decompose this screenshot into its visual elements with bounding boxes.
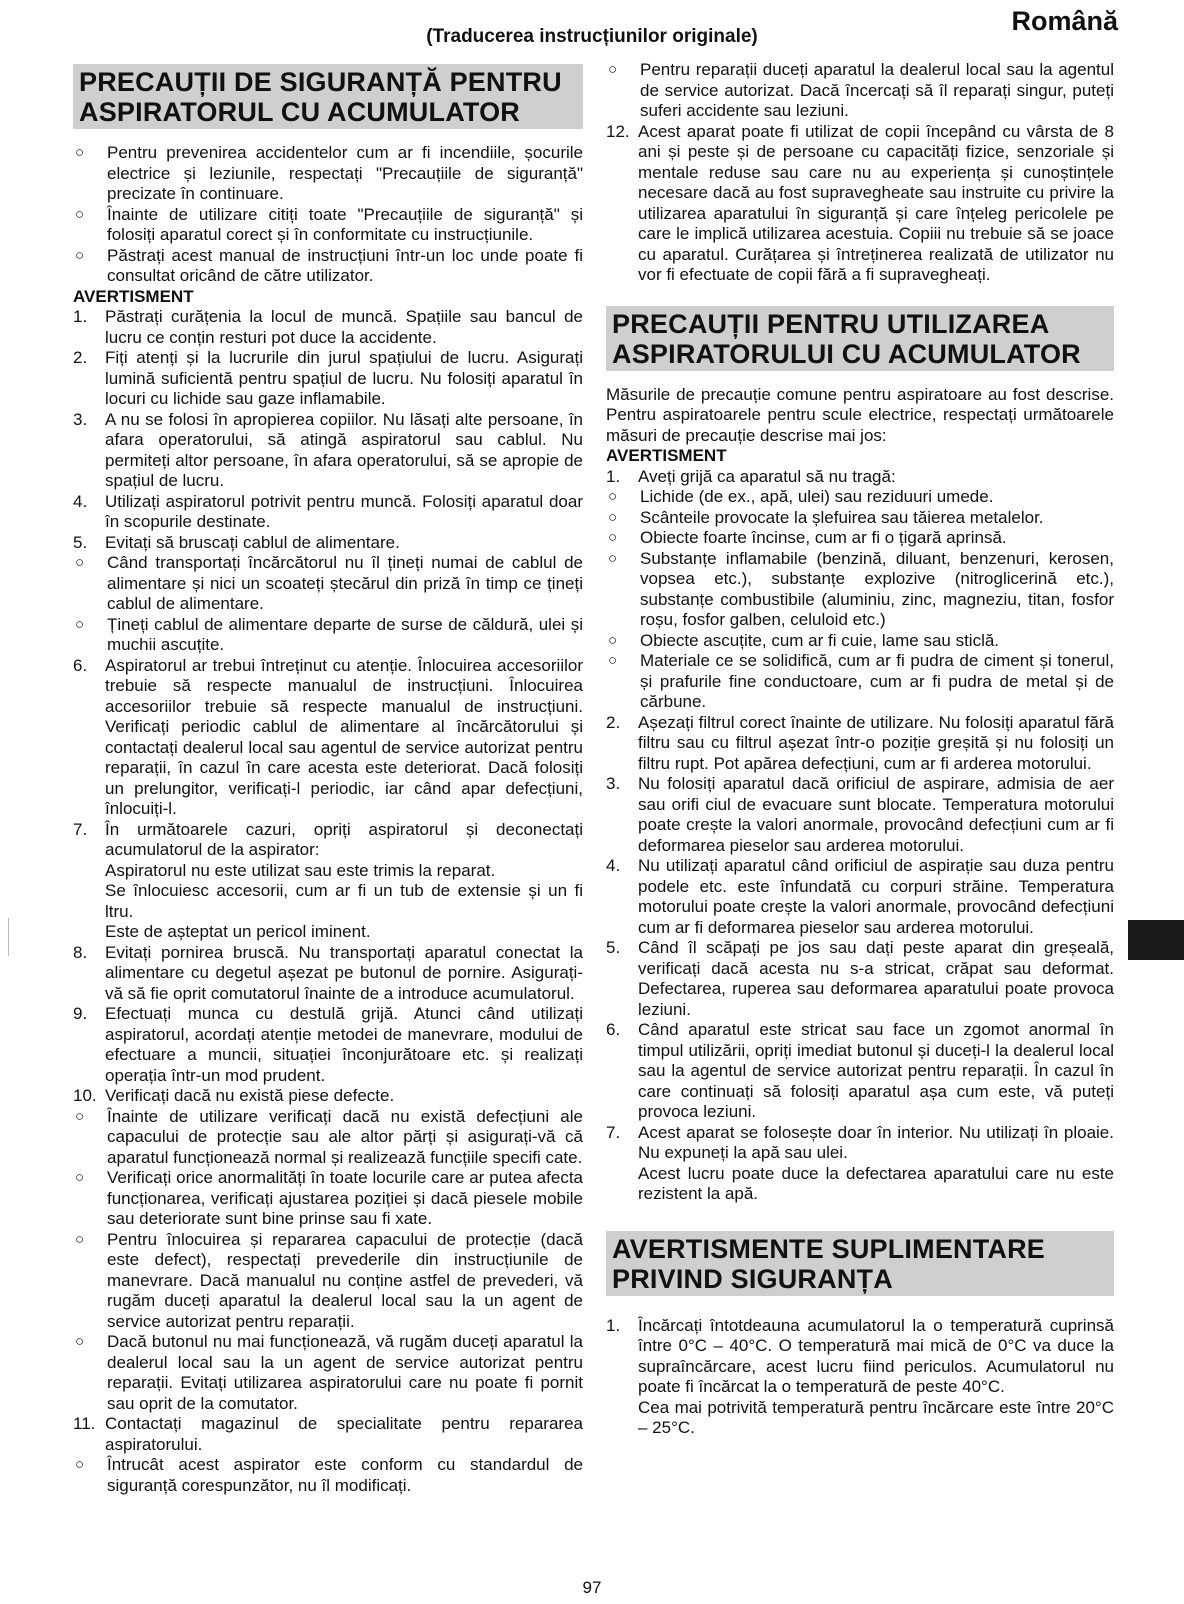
list-item-text: Țineți cablul de alimentare departe de surse de căldură, ulei și muchii ascuțite. bbox=[107, 614, 583, 654]
section-title-line: PRIVIND SIGURANȚA bbox=[612, 1263, 893, 1294]
list-item-text: Pentru înlocuirea și repararea capacului de protecție (dacă este defect), respectați prevederile din instrucțiunile de manevrare. Dacă manualul nu conține astfel de prevederi, vă rugăm duceți aparatul la dealerul local sau la un agent de service autorizat pentru reparații. bbox=[107, 1229, 583, 1331]
list-number: 4. bbox=[73, 491, 88, 511]
list-number: 4. bbox=[606, 856, 621, 875]
list-item bbox=[73, 820, 583, 861]
section-title-safety bbox=[73, 64, 583, 129]
list-number: 6. bbox=[606, 1020, 621, 1039]
list-item-text: Întrucât acest aspirator este conform cu standardul de siguranță corespunzător, nu îl modificați. bbox=[107, 1455, 583, 1495]
list-number: 1. bbox=[73, 307, 88, 326]
bullet-icon: ○ bbox=[75, 554, 85, 571]
list-item-text: Lichide (de ex., apă, ulei) sau reziduuri umede. bbox=[640, 487, 994, 506]
section-title-line: PRECAUȚII PENTRU UTILIZAREA bbox=[612, 308, 1050, 339]
list-item-text: Acest aparat poate fi utilizat de copii începând cu vârsta de 8 ani și peste și de persoane cu capacități fizice, senzoriale și mentale reduse sau care nu au experiența și cunoștințele necesare dacă au fost supravegheate sau instruite cu privire la utilizarea aparatului în siguranță și care înțeleg pericolele pe care le implică utilizarea acestuia. Copiii nu trebuie să se joace cu aparatul. Curățarea și întreținerea realizată de utilizator nu vor fi efectuate de copii fără a fi supravegheați. bbox=[638, 121, 1114, 284]
list-number: 9. bbox=[73, 1004, 88, 1023]
bullet-icon: ○ bbox=[75, 246, 85, 264]
list-number: 5. bbox=[606, 938, 621, 957]
list-item-text: Când transportați încărcătorul nu îl țineți numai de cablul de alimentare și nici un scoateți ștecărul din priză în timp ce țineți cablul de alimentare. bbox=[107, 553, 583, 613]
item-sub-text: Acest lucru poate duce la defectarea aparatului care nu este rezistent la apă. bbox=[638, 1163, 1114, 1203]
bullet-icon: ○ bbox=[608, 508, 618, 526]
bullet-icon: ○ bbox=[75, 1169, 85, 1186]
bullet-icon: ○ bbox=[608, 631, 618, 649]
list-item-text: Păstrați curățenia la locul de muncă. Spațiile sau bancul de lucru ce conțin resturi pot duce la accidente. bbox=[105, 307, 583, 347]
bullet-icon: ○ bbox=[75, 1333, 85, 1350]
list-item bbox=[73, 1455, 583, 1496]
list-item: ○ Păstrați acest manual de instrucțiuni într-un loc unde poate fi consultat oricând de către utilizator. bbox=[75, 245, 583, 285]
list-item bbox=[73, 553, 583, 615]
list-number: 3. bbox=[73, 409, 88, 429]
bullet-icon: ○ bbox=[608, 61, 618, 78]
list-item bbox=[606, 1123, 1114, 1164]
list-item bbox=[73, 307, 583, 348]
list-item bbox=[606, 713, 1114, 775]
list-item bbox=[606, 122, 1114, 286]
right-column bbox=[606, 60, 1114, 1439]
section-title-line: AVERTISMENTE SUPLIMENTARE bbox=[612, 1233, 1046, 1264]
list-item bbox=[73, 656, 583, 820]
list-number: 7. bbox=[606, 1122, 621, 1142]
list-item-text: În următoarele cazuri, opriți aspiratorul și deconectați acumulatorul de la aspirator: bbox=[105, 819, 583, 859]
warning-heading: AVERTISMENT bbox=[606, 446, 727, 465]
bullet-icon: ○ bbox=[608, 488, 618, 505]
item-sub-text: Aspiratorul nu este utilizat sau este trimis la reparat. bbox=[105, 860, 496, 880]
list-item-text: Dacă butonul nu mai funcționează, vă rugăm duceți aparatul la dealerul local sau la un agent de service autorizat pentru reparații. Evitați utilizarea aspiratorului care nu poate fi pornit sau oprit de la comutator. bbox=[107, 1332, 583, 1413]
bullet-icon: ○ bbox=[608, 652, 618, 669]
bullet-icon: ○ bbox=[608, 549, 618, 567]
list-item bbox=[606, 774, 1114, 856]
list-item-text: Nu folosiți aparatul dacă orificiul de aspirare, admisia de aer sau orifi ciul de evacuare sunt blocate. Temperatura motorului poate crește la valori anormale, provocând defecțiuni cum ar fi deformarea pieselor sau arderea motorului. bbox=[638, 774, 1114, 855]
list-item bbox=[606, 631, 1114, 652]
section-title-line: ASPIRATORUL CU ACUMULATOR bbox=[79, 97, 520, 127]
bullet-icon: ○ bbox=[75, 1456, 85, 1473]
item-sub-text: Este de așteptat un pericol iminent. bbox=[105, 922, 371, 941]
list-item bbox=[73, 410, 583, 492]
section-title-additional bbox=[606, 1231, 1114, 1296]
list-item-text: Când aparatul este stricat sau face un zgomot anormal în timpul utilizării, opriți imediat butonul și duceți-l la dealerul local sau la agentul de service autorizat pentru reparații. În cazul în care continuați să folosiți aparatul așa cum este, vă puteți provoca leziuni. bbox=[638, 1020, 1114, 1121]
list-item-text: Când îl scăpați pe jos sau dați peste aparat din greșeală, verificați dacă acesta nu s-a stricat, crăpat sau deformat. Defectarea, ruperea sau deformarea aparatului poate provoca leziuni. bbox=[638, 938, 1114, 1019]
list-item-text: Verificați dacă nu există piese defecte. bbox=[105, 1086, 395, 1105]
list-item-text: Obiecte ascuțite, cum ar fi cuie, lame sau sticlă. bbox=[640, 630, 1000, 650]
list-item: ○ Pentru prevenirea accidentelor cum ar fi incendiile, șocurile electrice și leziunile, respectați "Precauțiile de siguranță" precizate în continuare. bbox=[75, 143, 583, 203]
list-item bbox=[73, 533, 583, 554]
list-item bbox=[73, 1414, 583, 1455]
list-item bbox=[606, 549, 1114, 631]
scan-margin-mark bbox=[8, 918, 9, 956]
bullet-icon: ○ bbox=[75, 615, 85, 633]
list-item bbox=[606, 938, 1114, 1020]
list-item-text: Înainte de utilizare verificați dacă nu există defecțiuni ale capacului de protecție sau ale altor părți și asigurați-vă că aparatul funcționează normal și realizează funcțiile specifi cate. bbox=[107, 1106, 583, 1167]
bullet-icon: ○ bbox=[75, 1107, 85, 1125]
list-item bbox=[73, 943, 583, 1005]
list-item bbox=[73, 1168, 583, 1230]
bullet-icon: ○ bbox=[608, 529, 618, 546]
item-sub-text: Se înlocuiesc accesorii, cum ar fi un tub de extensie și un fi ltru. bbox=[105, 881, 583, 921]
list-item bbox=[73, 1107, 583, 1169]
section-title-line: ASPIRATORULUI CU ACUMULATOR bbox=[612, 338, 1081, 369]
section-title-usage bbox=[606, 306, 1114, 371]
list-item bbox=[606, 651, 1114, 713]
list-number: 10. bbox=[73, 1086, 97, 1105]
bullet-icon: ○ bbox=[75, 205, 85, 223]
list-item-text: Materiale ce se solidifică, cum ar fi pudra de ciment și tonerul, și prafurile fine conductoare, cum ar fi pudra de metal și de cărbune. bbox=[640, 651, 1114, 711]
list-item bbox=[73, 1004, 583, 1086]
list-item-text: Așezați filtrul corect înainte de utilizare. Nu folosiți aparatul fără filtru sau cu filtrul așezat într-o poziție greșită și nu folosiți un filtru rupt. Pot apărea defecțiuni, cum ar fi arderea motorului. bbox=[638, 712, 1114, 773]
list-item-text: Efectuați munca cu destulă grijă. Atunci când utilizați aspiratorul, acordați atenție metodei de manevrare, modului de efectuare a muncii, situației înconjurătoare etc. și realizați operația într-un mod prudent. bbox=[105, 1004, 583, 1085]
page-number: 97 bbox=[582, 1578, 602, 1597]
list-item bbox=[73, 1332, 583, 1414]
header-translation-note: (Traducerea instrucțiunilor originale) bbox=[426, 26, 758, 47]
list-item bbox=[73, 1086, 583, 1107]
list-item-text: Pentru reparații duceți aparatul la dealerul local sau la agentul de service autorizat. Dacă încercați să îl reparați singur, puteți suferi accidente sau leziuni. bbox=[640, 60, 1114, 120]
warning-heading: AVERTISMENT bbox=[73, 286, 194, 306]
section-tab-marker bbox=[1128, 920, 1184, 960]
list-item-text: A nu se folosi în apropierea copiilor. Nu lăsați alte persoane, în afara operatorului, să atingă aspiratorul sau cablul. Nu permiteți altor persoane, în afara operatorului, să se apropie de spațiul de lucru. bbox=[105, 409, 583, 490]
list-item-text: Utilizați aspiratorul potrivit pentru muncă. Folosiți aparatul doar în scopurile destinate. bbox=[105, 491, 583, 531]
left-column bbox=[73, 60, 583, 1496]
list-item-text: Acest aparat se folosește doar în interior. Nu utilizați în ploaie. Nu expuneți la apă sau ulei. bbox=[638, 1122, 1114, 1162]
list-item bbox=[606, 487, 1114, 508]
list-item-text: Obiecte foarte încinse, cum ar fi o țigară aprinsă. bbox=[640, 528, 1007, 547]
list-item-text: Evitați pornirea bruscă. Nu transportați aparatul conectat la alimentare cu degetul așezat pe butonul de pornire. Asigurați-vă să fie oprit comutatorul înainte de a introduce acumulatorul. bbox=[105, 942, 583, 1003]
list-item-text: Fiți atenți și la lucrurile din jurul spațiului de lucru. Asigurați lumină suficientă pentru spațiul de lucru. Nu folosiți aparatul în locuri cu lichide sau gaze inflamabile. bbox=[105, 348, 583, 408]
list-item: 1. Încărcați întotdeauna acumulatorul la o temperatură cuprinsă între 0°C – 40°C. O temperatură mai mică de 0°C va duce la supraîncărcare, acest lucru fiind periculos. Acumulatorul nu poate fi încărcat la o temperatură de peste 40°C. bbox=[606, 1315, 1114, 1396]
list-number: 7. bbox=[73, 819, 88, 839]
list-item bbox=[606, 60, 1114, 122]
list-item bbox=[606, 1020, 1114, 1123]
list-number: 8. bbox=[73, 942, 88, 962]
list-item-text: Substanțe inflamabile (benzină, diluant, benzenuri, kerosen, vopsea etc.), substanțe explozive (nitroglicerină etc.), substanțe combustibile (aluminiu, zinc, magneziu, titan, fosfor roșu, fosfor galben, celuloid etc.) bbox=[640, 548, 1114, 629]
list-number: 5. bbox=[73, 532, 88, 552]
list-item-text: Contactați magazinul de specialitate pentru repararea aspiratorului. bbox=[105, 1414, 583, 1454]
list-item bbox=[73, 1230, 583, 1333]
list-number: 2. bbox=[606, 712, 621, 732]
item-sub-text: Cea mai potrivită temperatură pentru încărcare este între 20°C – 25°C. bbox=[638, 1397, 1114, 1437]
bullet-icon: ○ bbox=[75, 144, 85, 161]
list-item-text: Nu utilizați aparatul când orificiul de aspirație sau duza pentru podele etc. este înfundată cu corpuri străine. Temperatura motorului poate crește la valori anormale, provocând defecțiuni cum ar fi deformarea pieselor sau arderea motorului. bbox=[638, 856, 1114, 937]
list-item bbox=[73, 348, 583, 410]
list-number: 1. bbox=[606, 466, 621, 486]
list-item bbox=[606, 856, 1114, 938]
list-item-text: Aspiratorul ar trebui întreținut cu atenție. Înlocuirea accesoriilor trebuie să respecte manualul de instrucțiuni. Înlocuirea accesoriilor trebuie să respecte manualul de instrucțiuni. Verificați periodic cablul de alimentare al încărcătorului și contactați dealerul local sau agentul de service autorizat pentru reparații, în cazul în care acesta este deteriorat. Dacă folosiți un prelungitor, verificați-l periodic, iar când apar defecțiuni, înlocuiți-l. bbox=[105, 655, 583, 818]
list-item: ○ Înainte de utilizare citiți toate "Precauțiile de siguranță" și folosiți aparatul corect și în conformitate cu instrucțiunile. bbox=[75, 204, 583, 244]
list-item-text: Scânteile provocate la șlefuirea sau tăierea metalelor. bbox=[640, 507, 1044, 527]
list-item bbox=[73, 492, 583, 533]
list-number: 3. bbox=[606, 774, 621, 793]
list-number: 6. bbox=[73, 655, 88, 675]
list-item-text: Verificați orice anormalități în toate locurile care ar putea afecta funcționarea, verificați ajustarea poziției și dacă piesele mobile sau deteriorate sunt bine prinse sau fi xate. bbox=[107, 1168, 583, 1228]
list-number: 2. bbox=[73, 348, 88, 367]
list-item bbox=[73, 615, 583, 656]
list-item-text: Evitați să bruscați cablul de alimentare. bbox=[105, 532, 400, 552]
usage-intro: Măsurile de precauție comune pentru aspiratoare au fost descrise. Pentru aspiratoarele pentru scule electrice, respectați următoarele măsuri de precauție descrise mai jos: bbox=[606, 384, 1114, 445]
section-title-line: PRECAUȚII DE SIGURANȚĂ PENTRU bbox=[79, 67, 562, 97]
list-item bbox=[606, 528, 1114, 549]
list-number: 11. bbox=[73, 1414, 96, 1433]
language-label: Română bbox=[1011, 6, 1118, 36]
list-item bbox=[606, 508, 1114, 529]
list-item bbox=[606, 467, 1114, 488]
list-item-text: Aveți grijă ca aparatul să nu tragă: bbox=[638, 466, 896, 486]
list-number: 12. bbox=[606, 121, 630, 141]
bullet-icon: ○ bbox=[75, 1230, 85, 1248]
